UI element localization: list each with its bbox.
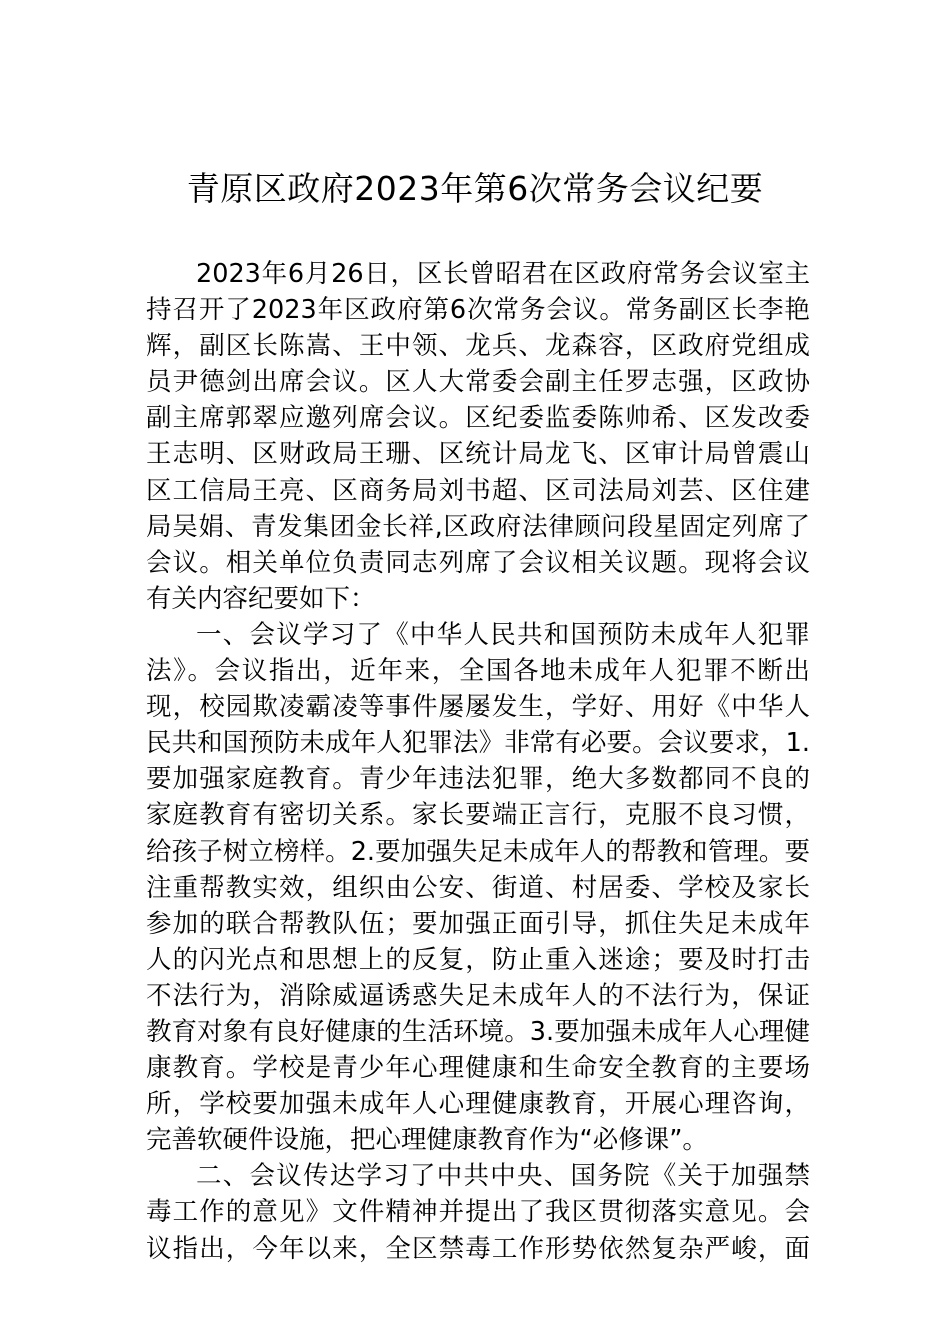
paragraph-line: 持召开了2023年区政府第6次常务会议。常务副区长李艳 [146,295,810,326]
paragraph-line: 有关内容纪要如下： [146,583,376,614]
paragraph-line: 议指出，今年以来，全区禁毒工作形势依然复杂严峻，面 [146,1233,810,1264]
paragraph-line: 不法行为，消除威逼诱惑失足未成年人的不法行为，保证 [146,980,810,1011]
paragraph-line: 完善软硬件设施，把心理健康教育作为“必修课”。 [146,1125,708,1156]
paragraph-line: 王志明、区财政局王珊、区统计局龙飞、区审计局曾震山 [146,439,810,470]
paragraph-line: 康教育。学校是青少年心理健康和生命安全教育的主要场 [146,1053,810,1084]
paragraph-line: 一、会议学习了《中华人民共和国预防未成年人犯罪 [196,619,810,650]
paragraph-line: 辉，副区长陈嵩、王中领、龙兵、龙森容，区政府党组成 [146,331,810,362]
paragraph-line: 给孩子树立榜样。2.要加强失足未成年人的帮教和管理。要 [146,836,810,867]
paragraph-line: 区工信局王亮、区商务局刘书超、区司法局刘芸、区住建 [146,475,810,506]
paragraph-line: 注重帮教实效，组织由公安、街道、村居委、学校及家长 [146,872,810,903]
paragraph-line: 毒工作的意见》文件精神并提出了我区贯彻落实意见。会 [146,1197,810,1228]
paragraph-line: 2023年6月26日，区长曾昭君在区政府常务会议室主 [196,259,810,289]
document-body [146,256,810,1267]
paragraph-line: 现，校园欺凌霸凌等事件屡屡发生，学好、用好《中华人 [146,692,810,723]
paragraph-line: 法》。会议指出，近年来，全国各地未成年人犯罪不断出 [146,656,810,687]
paragraph-line: 副主席郭翠应邀列席会议。区纪委监委陈帅希、区发改委 [146,403,810,434]
paragraph-line: 会议。相关单位负责同志列席了会议相关议题。现将会议 [146,547,810,578]
paragraph-line: 所，学校要加强未成年人心理健康教育，开展心理咨询， [146,1089,810,1120]
paragraph-line: 参加的联合帮教队伍；要加强正面引导，抓住失足未成年 [146,908,810,939]
paragraph-line: 二、会议传达学习了中共中央、国务院《关于加强禁 [196,1161,810,1192]
paragraph-line: 民共和国预防未成年人犯罪法》非常有必要。会议要求，1. [146,728,810,759]
paragraph-line: 教育对象有良好健康的生活环境。3.要加强未成年人心理健 [146,1016,810,1047]
paragraph-line: 人的闪光点和思想上的反复，防止重入迷途；要及时打击 [146,944,810,975]
paragraph-line: 家庭教育有密切关系。家长要端正言行，克服不良习惯， [146,800,810,831]
paragraph-line: 要加强家庭教育。青少年违法犯罪，绝大多数都同不良的 [146,764,810,795]
paragraph-line: 局吴娟、青发集团金长祥,区政府法律顾问段星固定列席了 [146,511,810,542]
document-title: 青原区政府2023年第6次常务会议纪要 [186,169,764,208]
paragraph-line: 员尹德剑出席会议。区人大常委会副主任罗志强，区政协 [146,367,810,398]
